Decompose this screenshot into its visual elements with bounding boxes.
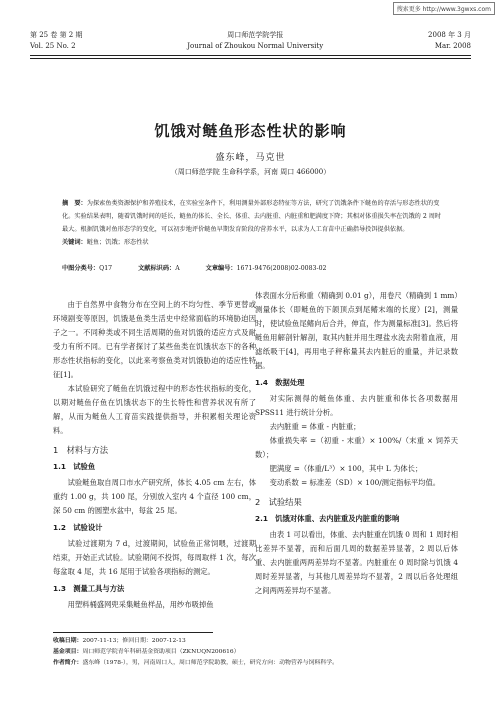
paragraph-tools: 用塑料桶盛网兜采集鲢鱼样品，用纱布吸掉鱼	[67, 600, 214, 609]
clc-value: Q17	[99, 265, 113, 272]
volume-issue: 第 25 卷 第 2 期	[30, 31, 83, 39]
abstract-text: 为探索鱼类资源保护和养殖技术，在实验室条件下，利用测量外部形态特征等方法，研究了饥饿条件下鲢鱼的存活与形态性状的变化。实验结果表明，随着饥饿时间的延长，鲢鱼的体长、全长、体重、去内脏重、内脏重和肥满度下降；其相对体重损失率在饥饿的 2 周时最大。根据饥饿对鱼形态学的变化，可以初步地评价鲢鱼早期发育阶段的营养水平，以求为人工育苗中正确指导投饵提供依据。	[62, 200, 442, 233]
fund-value: 周口师范学院青年科研基金资助项目（ZKNUQN200616）	[82, 649, 240, 655]
formula-cv: 变动系数 = 标准差（SD）× 100/测定指标平均值。	[269, 478, 441, 487]
paragraph-data: 对实际测得的鲢鱼体重、去内脏重和体长各项数据用 SPSS11 进行统计分析。	[255, 394, 458, 417]
subheading-data: 1.4 数据处理	[255, 378, 305, 387]
author-bio-value: 盛东峰（1978-），男，河南周口人，周口师范学院助教，硕士，研究方向：动物营养与饲料科学。	[82, 660, 338, 666]
journal-header	[30, 30, 471, 59]
journal-name-cn: 周口师范学院学报	[227, 31, 284, 39]
left-column	[53, 298, 256, 612]
footnote-rule	[53, 632, 213, 633]
keywords-text: 鲢鱼；饥饿；形态性状	[86, 239, 149, 246]
keywords-label: 关键词：	[62, 239, 87, 246]
fund-label: 基金项目：	[53, 649, 83, 655]
paragraph-measure: 体表面水分后称重（精确到 0.01 g），用卷尺（精确到 1 mm）测量体长（即鲢鱼的下颌顶点到尾鳍末端的长度）[2]，测量时，使试验鱼尾鳍向后合并，伸直，作为测量标准[3]。然后将鲢鱼用解剖针解剖，取其内脏并用生理盐水洗去附着血液，用滤纸吸干[4]，再用电子秤称量其去内脏后的重量，并记录数据。	[255, 291, 458, 370]
abstract-label: 摘 要：	[62, 200, 87, 207]
paragraph-test-fish: 试验鲢鱼取自周口市水产研究所，体长 4.05 cm 左右，体重约 1.00 g，共 100 尾，分别放入室内 4 个直径 100 cm，深 50 cm 的圆塑水盆中，每盆 25 尾。	[53, 478, 256, 515]
issue-date-en: Mar. 2008	[434, 42, 471, 50]
article-no-label: 文章编号：	[205, 265, 237, 272]
classification-line	[62, 263, 452, 272]
subheading-test-fish: 1.1 试验鱼	[53, 462, 96, 471]
abstract-block	[62, 197, 442, 249]
intro-paragraph-1: 由于自然界中食物分布在空间上的不均匀性、季节更替或环境剧变等原因，饥饿是鱼类生活史中经常面临的环境胁迫因子之一。不同种类或不同生活周期的鱼对饥饿的适应方式及耐受力有所不同。已有学者探讨了某些鱼类在饥饿状态下的各种形态性状指标的变化，以此来考察鱼类对饥饿胁迫的适应性特征[1]。	[53, 300, 256, 379]
doc-code-label: 文献标识码：	[138, 265, 176, 272]
article-no-value: 1671-9476(2008)02-0083-02	[236, 265, 327, 272]
subheading-tools: 1.3 测量工具与方法	[53, 584, 125, 593]
subheading-design: 1.2 试验设计	[53, 523, 103, 532]
received-value: 2007-11-13；修回日期：2007-12-13	[82, 638, 186, 644]
received-label: 收稿日期：	[53, 638, 83, 644]
formula-viscera: 去内脏重 = 体重 - 内脏重；	[269, 422, 361, 431]
formula-condition: 肥满度 =（体重/L³）× 100，其中 L 为体长；	[269, 464, 423, 473]
paper-title: 饥饿对鲢鱼形态性状的影响	[154, 122, 347, 140]
paper-affiliation: （周口师范学院 生命科学系，河南 周口 466000）	[170, 168, 331, 176]
doc-code-value: A	[175, 265, 180, 272]
paper-authors: 盛东峰，马克世	[215, 153, 286, 163]
author-bio-label: 作者简介：	[53, 660, 83, 666]
header-rule-thin	[30, 58, 471, 59]
paragraph-results: 由表 1 可以看出，体重、去内脏重在饥饿 0 周和 1 周时相比差异不显著，而和后面几周的数据差异显著，2 周以后体重、去内脏重两两差异均不显著。内脏重在 0 周时除与饥饿 4 周时差异显著，与其他几周差异均不显著，2 周以后各处理组之间两两差异均不显著。	[255, 530, 458, 595]
formula-weight-loss: 体重损失率 =（初重 - 末重）× 100%/（末重 × 饲养天数）；	[255, 436, 458, 459]
paragraph-design: 试验过渡期为 7 d，过渡期间，试验鱼正常饲喂，过渡期结束，开始正式试验。试验期间不投饵，每周取样 1 次，每次每盆取 4 尾，共 16 尾用于试验各项指标的测定。	[53, 539, 256, 576]
header-rule	[30, 55, 471, 56]
section-heading-results: 2 试验结果	[255, 497, 302, 507]
clc-label: 中图分类号：	[62, 265, 100, 272]
journal-name-en: Journal of Zhoukou Normal University	[187, 42, 324, 50]
footnotes	[53, 632, 463, 669]
issue-date-cn: 2008 年 3 月	[428, 31, 471, 39]
volume-issue-en: Vol. 25 No. 2	[30, 42, 76, 50]
intro-paragraph-2: 本试验研究了鲢鱼在饥饿过程中的形态性状指标的变化，以期对鲢鱼仔鱼在饥饿状态下的生长特性和营养状况有所了解，从而为鲢鱼人工育苗实践提供指导，并积累相关理论资料。	[53, 384, 256, 435]
right-column	[255, 289, 458, 598]
subheading-results-weight: 2.1 饥饿对体重、去内脏重及内脏重的影响	[255, 514, 400, 523]
watermark: 搜索更多 http://www.3gwxs.com	[393, 2, 495, 15]
section-heading-methods: 1 材料与方法	[53, 445, 109, 455]
